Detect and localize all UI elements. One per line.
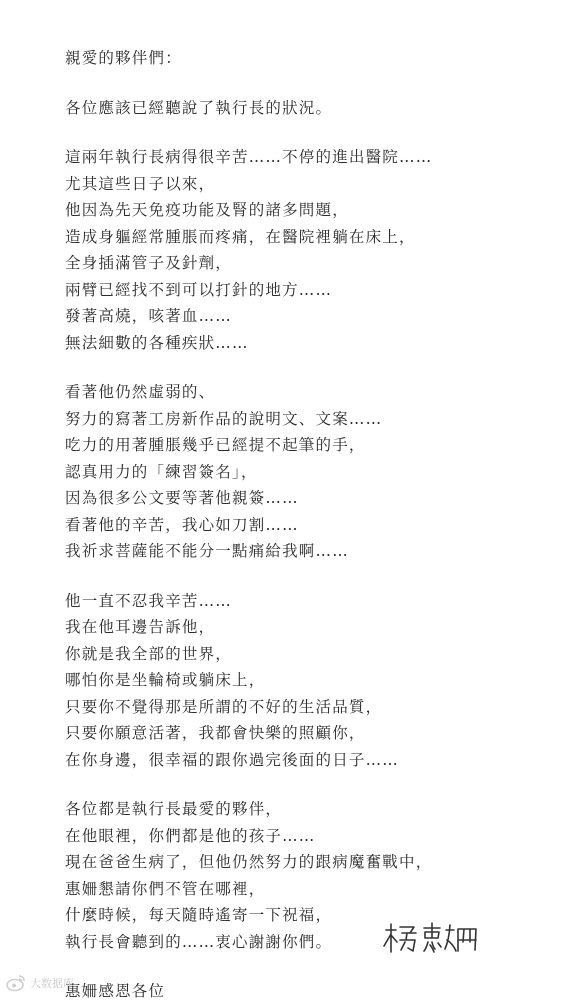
paragraph-2	[65, 379, 535, 565]
text-line: 看著他仍然虛弱的、	[65, 383, 216, 401]
paragraph-3	[65, 588, 535, 774]
text-line: 惠姍懇請你們不管在哪裡，	[65, 879, 266, 898]
letter-body	[65, 45, 535, 1005]
intro-line: 各位應該已經聽說了執行長的狀況。	[65, 98, 333, 117]
text-line: 只要你願意活著，我都會快樂的照顧你，	[65, 724, 366, 742]
text-line: 因為很多公文要等著他親簽……	[65, 489, 299, 507]
text-line: 這兩年執行長病得很辛苦……不停的進出醫院……	[65, 148, 433, 166]
paragraph-1	[65, 144, 535, 356]
text-line: 在他眼裡，你們都是他的孩子……	[65, 826, 316, 845]
watermark	[6, 972, 74, 994]
text-line: 現在爸爸生病了，但他仍然努力的跟病魔奮戰中，	[65, 853, 433, 871]
text-line: 認真用力的「練習簽名」，	[65, 462, 258, 481]
text-line: 我祈求菩薩能不能分一點痛給我啊……	[65, 542, 349, 560]
text-line: 兩臂已經找不到可以打針的地方……	[65, 280, 333, 299]
weibo-logo-icon	[6, 974, 26, 992]
text-line: 只要你不覺得那是所謂的不好的生活品質，	[65, 697, 383, 716]
text-line: 你就是我全部的世界，	[65, 644, 233, 663]
text-line: 執行長會聽到的……衷心謝謝你們。	[65, 932, 333, 951]
text-line: 他因為先天免疫功能及腎的諸多問題，	[65, 201, 349, 219]
text-line: 無法細數的各種疾狀……	[65, 333, 249, 352]
text-line: 看著他的辛苦，我心如刀割……	[65, 515, 299, 534]
handwritten-signature	[380, 918, 480, 958]
text-line: 造成身軀經常腫脹而疼痛，在醫院裡躺在床上，	[65, 227, 416, 246]
greeting: 親愛的夥伴們：	[65, 49, 182, 67]
text-line: 他一直不忍我辛苦……	[65, 591, 233, 610]
text-line: 努力的寫著工房新作品的說明文、文案……	[65, 409, 383, 428]
text-line: 吃力的用著腫脹幾乎已經提不起筆的手，	[65, 436, 366, 454]
text-line: 發著高燒，咳著血……	[65, 307, 233, 325]
text-line: 什麼時候，每天隨時遙寄一下祝福，	[65, 906, 333, 924]
watermark-label: 大数据库	[30, 977, 74, 990]
text-line: 哪怕你是坐輪椅或躺床上，	[65, 671, 266, 689]
text-line: 各位都是執行長最愛的夥伴，	[65, 800, 283, 818]
text-line: 全身插滿管子及針劑，	[65, 254, 233, 272]
closing-line: 惠姍感恩各位	[65, 982, 166, 1000]
text-line: 我在他耳邊告訴他，	[65, 618, 216, 636]
text-line: 在你身邊，很幸福的跟你過完後面的日子……	[65, 750, 400, 769]
text-line: 尤其這些日子以來，	[65, 174, 216, 193]
